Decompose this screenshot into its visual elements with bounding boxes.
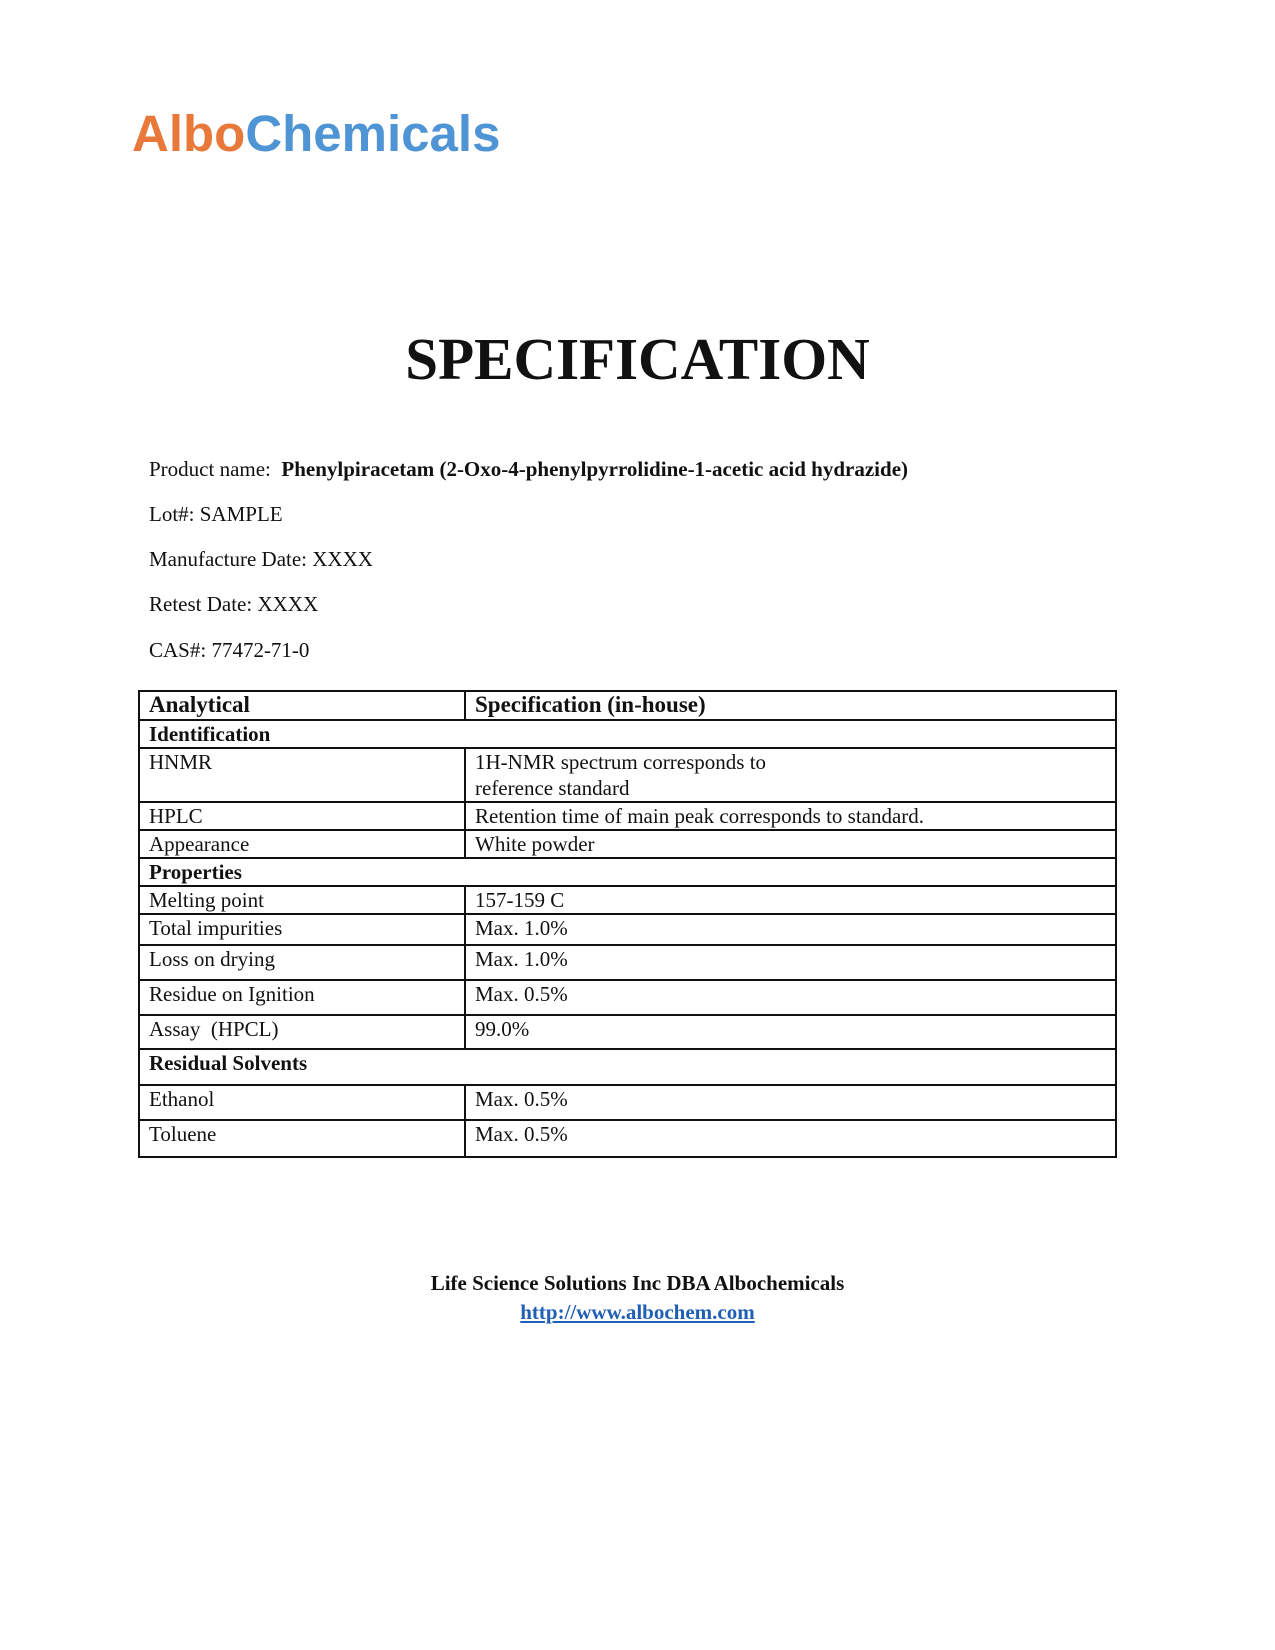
table-row: [139, 980, 1116, 1015]
section-title: Identification: [139, 720, 1116, 748]
manufacture-date-line: [149, 549, 373, 570]
specification-cell: 157-159 C: [465, 886, 1116, 914]
analytical-cell: Total impurities: [139, 914, 465, 945]
table-row: [139, 748, 1116, 802]
product-name-value: Phenylpiracetam (2-Oxo-4-phenylpyrrolidine-1-acetic acid hydrazide): [281, 457, 909, 481]
logo-part-albo: Albo: [132, 105, 246, 162]
specification-table: [138, 690, 1117, 1158]
section-title: Properties: [139, 858, 1116, 886]
company-logo: [132, 105, 501, 162]
section-row-residual-solvents: [139, 1049, 1116, 1085]
specification-cell: Max. 0.5%: [465, 980, 1116, 1015]
product-name-label: Product name:: [149, 457, 271, 481]
analytical-cell: Appearance: [139, 830, 465, 858]
specification-cell: Max. 0.5%: [465, 1120, 1116, 1157]
section-row-properties: [139, 858, 1116, 886]
table-row: [139, 830, 1116, 858]
footer-link-container: [0, 1302, 1275, 1323]
analytical-cell: Assay (HPCL): [139, 1015, 465, 1049]
analytical-cell: Toluene: [139, 1120, 465, 1157]
footer-company-name: Life Science Solutions Inc DBA Albochemicals: [430, 1271, 845, 1295]
table-row: [139, 945, 1116, 980]
section-title: Residual Solvents: [139, 1049, 1116, 1085]
table-row: [139, 1015, 1116, 1049]
table-header-row: [139, 691, 1116, 720]
analytical-cell: Loss on drying: [139, 945, 465, 980]
header-analytical: Analytical: [139, 691, 465, 720]
retest-date-label: Retest Date:: [149, 592, 253, 616]
lot-label: Lot#:: [149, 502, 195, 526]
table-row: [139, 914, 1116, 945]
specification-cell: Retention time of main peak corresponds to standard.: [465, 802, 1116, 830]
section-row-identification: [139, 720, 1116, 748]
specification-cell: 1H-NMR spectrum corresponds to reference standard: [465, 748, 1116, 802]
specification-cell: Max. 0.5%: [465, 1085, 1116, 1120]
website-link[interactable]: http://www.albochem.com: [520, 1300, 755, 1324]
retest-date-value: XXXX: [257, 592, 319, 616]
manufacture-date-label: Manufacture Date:: [149, 547, 308, 571]
table-row: [139, 802, 1116, 830]
specification-cell: White powder: [465, 830, 1116, 858]
analytical-cell: HPLC: [139, 802, 465, 830]
header-specification: Specification (in-house): [465, 691, 1116, 720]
analytical-cell: Melting point: [139, 886, 465, 914]
logo-part-chemicals: Chemicals: [245, 105, 501, 162]
product-name-line: [149, 459, 908, 480]
specification-cell: 99.0%: [465, 1015, 1116, 1049]
lot-line: [149, 504, 283, 525]
cas-label: CAS#:: [149, 638, 207, 662]
retest-date-line: [149, 594, 318, 615]
manufacture-date-value: XXXX: [312, 547, 373, 571]
analytical-cell: Ethanol: [139, 1085, 465, 1120]
analytical-cell: HNMR: [139, 748, 465, 802]
document-title: SPECIFICATION: [405, 326, 870, 392]
cas-value: 77472-71-0: [211, 638, 310, 662]
table-row: [139, 1120, 1116, 1157]
specification-cell: Max. 1.0%: [465, 945, 1116, 980]
table-row: [139, 886, 1116, 914]
table-row: [139, 1085, 1116, 1120]
cas-line: [149, 640, 309, 661]
analytical-cell: Residue on Ignition: [139, 980, 465, 1015]
lot-value: SAMPLE: [199, 502, 283, 526]
specification-cell: Max. 1.0%: [465, 914, 1116, 945]
